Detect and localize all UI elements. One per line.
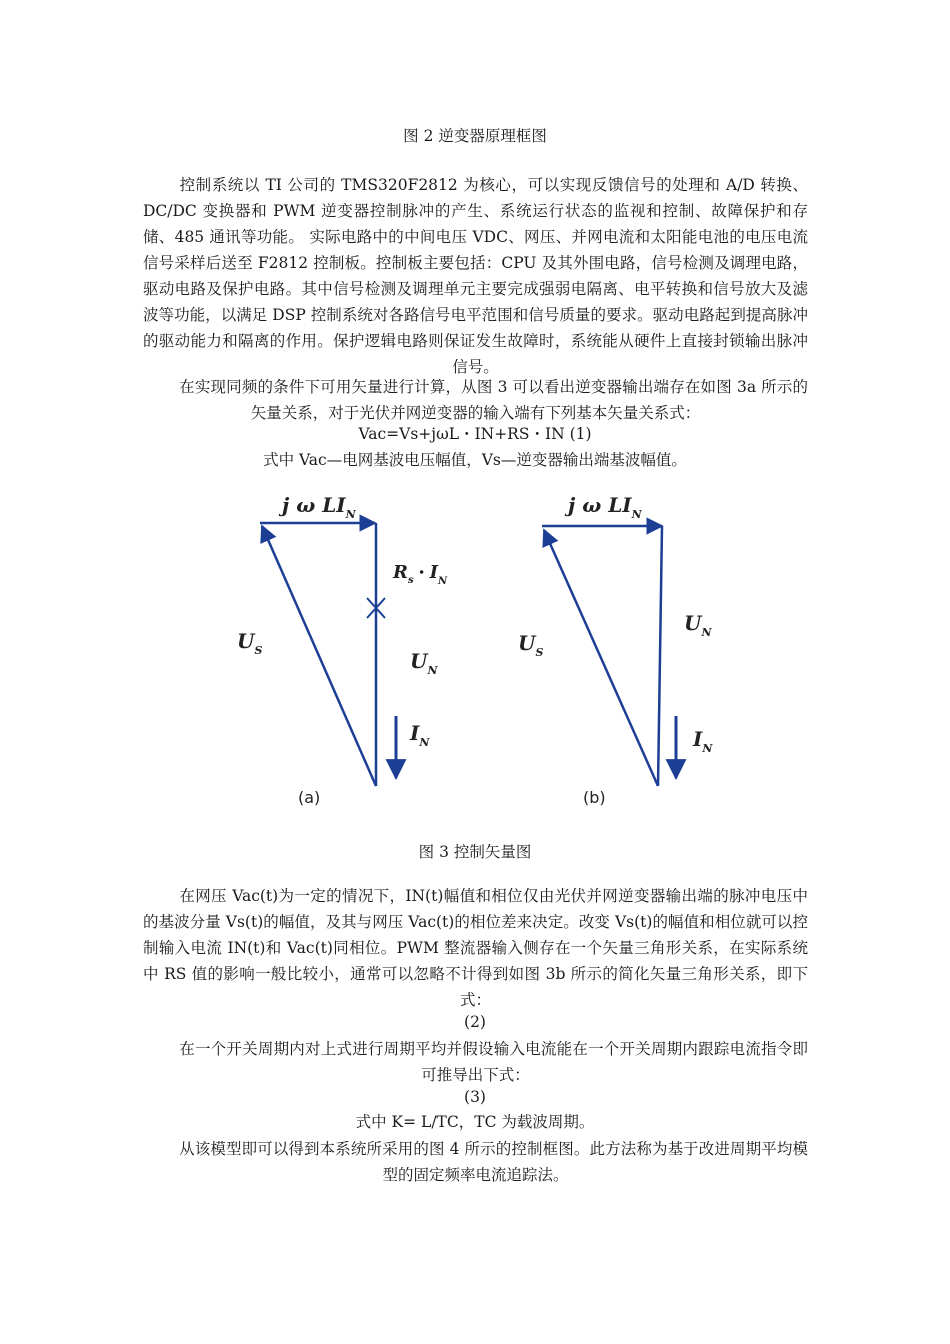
paragraph-control-system <box>143 172 808 380</box>
equation-3-label: (3) <box>464 1088 486 1106</box>
vector-diagram-figure <box>200 478 760 818</box>
vector-un-b <box>658 526 662 786</box>
label-rs-in-a: $R_s$・$I_N$ <box>393 562 448 587</box>
label-b: (b) <box>583 788 606 807</box>
paragraph-period-average <box>143 1036 808 1088</box>
label-un-a: $U_N$ <box>410 649 438 677</box>
label-jwli-b: j ω $LI_N$ <box>568 493 642 521</box>
label-in-a: $I_N$ <box>410 721 430 749</box>
figure2-caption: 图 2 逆变器原理框图 <box>403 127 547 145</box>
equation-1: Vac=Vs+jωL・IN+RS・IN (1) <box>358 425 592 443</box>
label-jwli-a: j ω $LI_N$ <box>282 493 356 521</box>
diagram-a <box>237 493 448 807</box>
vector-us-b <box>544 530 658 786</box>
equation-2-label: (2) <box>464 1013 486 1031</box>
paragraph-vector-intro-text: 在实现同频的条件下可用矢量进行计算，从图 3 可以看出逆变器输出端存在如图 3a 所示的矢量关系，对于光伏并网逆变器的输入端有下列基本矢量关系式： <box>179 378 808 422</box>
paragraph-conclusion <box>143 1136 808 1188</box>
vector-us-a <box>262 526 376 786</box>
label-un-b: $U_N$ <box>684 611 712 639</box>
diagram-b <box>518 493 713 807</box>
equation-1-note: 式中 Vac—电网基波电压幅值，Vs—逆变器输出端基波幅值。 <box>263 451 687 469</box>
figure3-caption: 图 3 控制矢量图 <box>418 843 532 861</box>
paragraph-conclusion-text: 从该模型即可以得到本系统所采用的图 4 所示的控制框图。此方法称为基于改进周期平均模型的固定频率电流追踪法。 <box>179 1140 808 1184</box>
paragraph-vector-analysis <box>143 883 808 1013</box>
paragraph-vector-intro <box>143 374 808 426</box>
equation-3-note: 式中 K= L/TC，TC 为载波周期。 <box>355 1113 595 1131</box>
paragraph-vector-analysis-text: 在网压 Vac(t)为一定的情况下，IN(t)幅值和相位仅由光伏并网逆变器输出端的脉冲电压中的基波分量 Vs(t)的幅值，及其与网压 Vac(t)的相位差来决定。改变 Vs(t)的幅值和相位就可以控制输入电流 IN(t)和 Vac(t)同相位。PWM 整流器输入侧存在一个矢量三角形关系，在实际系统中 RS 值的影响一般比较小，通常可以忽略不计得到如图 3b 所示的简化矢量三角形关系，即下式： <box>143 887 808 1009</box>
label-a: (a) <box>298 788 321 807</box>
label-us-a: $U_S$ <box>237 629 263 657</box>
paragraph-period-average-text: 在一个开关周期内对上式进行周期平均并假设输入电流能在一个开关周期内跟踪电流指令即可推导出下式： <box>179 1040 808 1084</box>
label-us-b: $U_S$ <box>518 631 544 659</box>
paragraph-control-system-text: 控制系统以 TI 公司的 TMS320F2812 为核心，可以实现反馈信号的处理和 A/D 转换、DC/DC 变换器和 PWM 逆变器控制脉冲的产生、系统运行状态的监视和控制、故障保护和存储、485 通讯等功能。 实际电路中的中间电压 VDC、网压、并网电流和太阳能电池的电压电流信号采样后送至 F2812 控制板。控制板主要包括：CPU 及其外围电路，信号检测及调理电路，驱动电路及保护电路。其中信号检测及调理单元主要完成强弱电隔离、电平转换和信号放大及滤波等功能，以满足 DSP 控制系统对各路信号电平范围和信号质量的要求。驱动电路起到提高脉冲的驱动能力和隔离的作用。保护逻辑电路则保证发生故障时，系统能从硬件上直接封锁输出脉冲信号。 <box>143 176 808 376</box>
label-in-b: $I_N$ <box>693 727 713 755</box>
